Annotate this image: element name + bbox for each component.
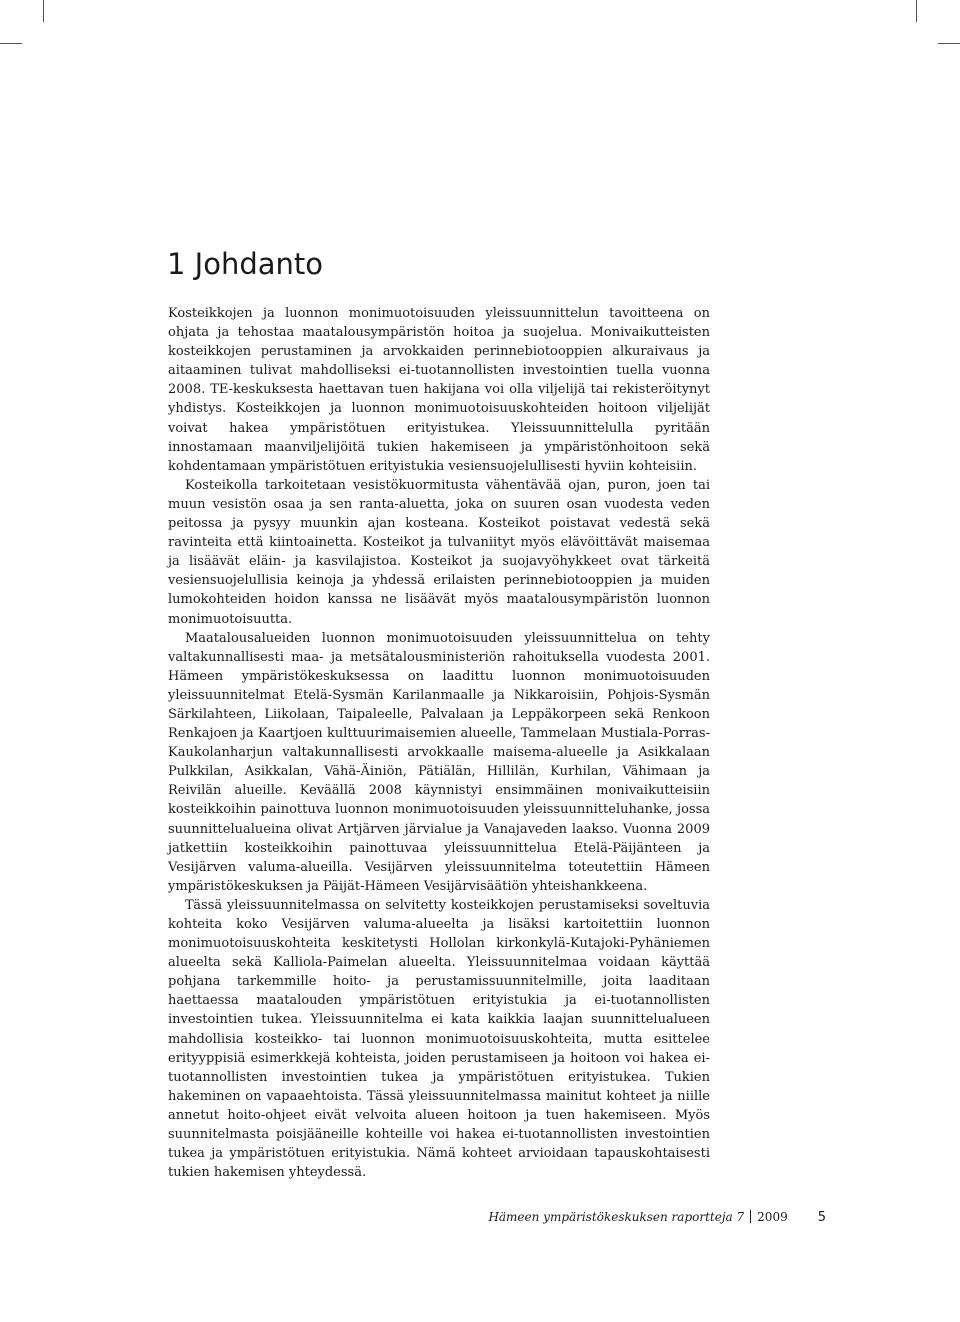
paragraph: Kosteikkojen ja luonnon monimuotoisuuden yleissuunnittelun tavoitteena on ohjata ja tehostaa maatalousympäristön hoitoa ja suojelua. Monivaikutteisten kosteikkojen perustaminen ja arvokkaiden perinnebiotooppien alkuraivaus ja aitaaminen tulivat mahdolliseksi ei-tuotannollisten investointien tuella vuonna 2008. TE-keskuksesta haettavan tuen hakijana voi olla viljelijä tai rekisteröitynyt yhdistys. Kosteikkojen ja luonnon monimuotoisuuskohteiden hoitoon viljelijät voivat hakea ympäristötuen erityistukea. Yleissuunnittelulla pyritään innostamaan maanviljelijöitä tukien hakemiseen ja ympäristönhoitoon sekä kohdentamaan ympäristötuen erityistukia vesiensuojelullisesti hyviin kohteisiin.: [168, 306, 710, 474]
crop-mark-top-left: [43, 0, 44, 22]
page-number: 5: [817, 1210, 826, 1225]
page-footer: [488, 1208, 826, 1227]
crop-mark-right-top: [938, 43, 960, 44]
footer-year: 2009: [757, 1210, 788, 1224]
crop-mark-left-top: [0, 43, 22, 44]
footer-divider: [750, 1210, 751, 1223]
crop-mark-top-right: [916, 0, 917, 22]
chapter-heading: 1 Johdanto: [167, 247, 324, 281]
paragraph: Tässä yleissuunnitelmassa on selvitetty kosteikkojen perustamiseksi soveltuvia kohteita koko Vesijärven valuma-alueelta ja lisäksi kartoitettiin luonnon monimuotoisuuskohteita keskitetysti Hollolan kirkonkylä-Kutajoki-Pyhäniemen alueelta sekä Kalliola-Paimelan alueelta. Yleissuunnitelmaa voidaan käyttää pohjana tarkemmille hoito- ja perustamissuunnitelmille, joita laaditaan haettaessa maatalouden ympäristötuen erityistukia ja ei-tuotannollisten investointien tukea. Yleissuunnitelma ei kata kaikkia laajan suunnittelualueen mahdollisia kosteikko- tai luonnon monimuotoisuuskohteita, mutta esittelee erityyppisiä esimerkkejä kohteista, joiden perustamiseen ja hoitoon voi hakea ei-tuotannollisten investointien tukea ja ympäristötuen erityistukea. Tukien hakeminen on vapaaehtoista. Tässä yleissuunnitelmassa mainitut kohteet ja niille annetut hoito-ohjeet eivät velvoita alueen hoitoon ja tuen hakemiseen. Myös suunnitelmasta poisjääneille kohteille voi hakea ei-tuotannollisten investointien tukea ja ympäristötuen erityistukia. Nämä kohteet arvioidaan tapauskohtaisesti tukien hakemisen yhteydessä.: [168, 897, 710, 1181]
paragraph: Kosteikolla tarkoitetaan vesistökuormitusta vähentävää ojan, puron, joen tai muun vesistön osaa ja sen ranta-aluetta, joka on suuren osan vuodesta veden peitossa ja pysyy muunkin ajan kosteana. Kosteikot poistavat vedestä sekä ravinteita että kiintoainetta. Kosteikot ja tulvaniityt myös elävöittävät maisemaa ja lisäävät eläin- ja kasvilajistoa. Kosteikot ja suojavyöhykkeet ovat tärkeitä vesiensuojelullisia keinoja ja yhdessä erilaisten perinnebiotooppien ja muiden lumokohteiden hoidon kanssa ne lisäävät myös maatalousympäristön luonnon monimuotoisuutta.: [168, 477, 710, 627]
series-title: Hämeen ympäristökeskuksen raportteja 7: [488, 1210, 745, 1224]
body-text: [168, 304, 710, 1182]
paragraph: Maatalousalueiden luonnon monimuotoisuuden yleissuunnittelua on tehty valtakunnallisesti maa- ja metsätalousministeriön rahoituksella vuodesta 2001. Hämeen ympäristökeskuksessa on laadittu luonnon monimuotoisuuden yleissuunnitelmat Etelä-Sysmän Karilanmaalle ja Nikkaroisiin, Pohjois-Sysmän Särkilahteen, Liikolaan, Taipaleelle, Palvalaan ja Leppäkorpeen sekä Renkoon Renkajoen ja Kaartjoen kulttuurimaisemien alueelle, Tammelaan Mustiala-Porras-Kaukolanharjun valtakunnallisesti arvokkaalle maisema-alueelle ja Asikkalaan Pulkkilan, Asikkalan, Vähä-Äiniön, Pätiälän, Hillilän, Kurhilan, Vähimaan ja Reivilän alueille. Keväällä 2008 käynnistyi ensimmäinen monivaikutteisiin kosteikkoihin painottuva luonnon monimuotoisuuden yleissuunnitteluhanke, jossa suunnittelualueina olivat Artjärven järvialue ja Vanajaveden laakso. Vuonna 2009 jatkettiin kosteikkoihin painottuvaa yleissuunnittelua Etelä-Päijänteen ja Vesijärven valuma-alueilla. Vesijärven yleissuunnitelma toteutettiin Hämeen ympäristökeskuksen ja Päijät-Hämeen Vesijärvisäätiön yhteishankkeena.: [168, 630, 710, 894]
